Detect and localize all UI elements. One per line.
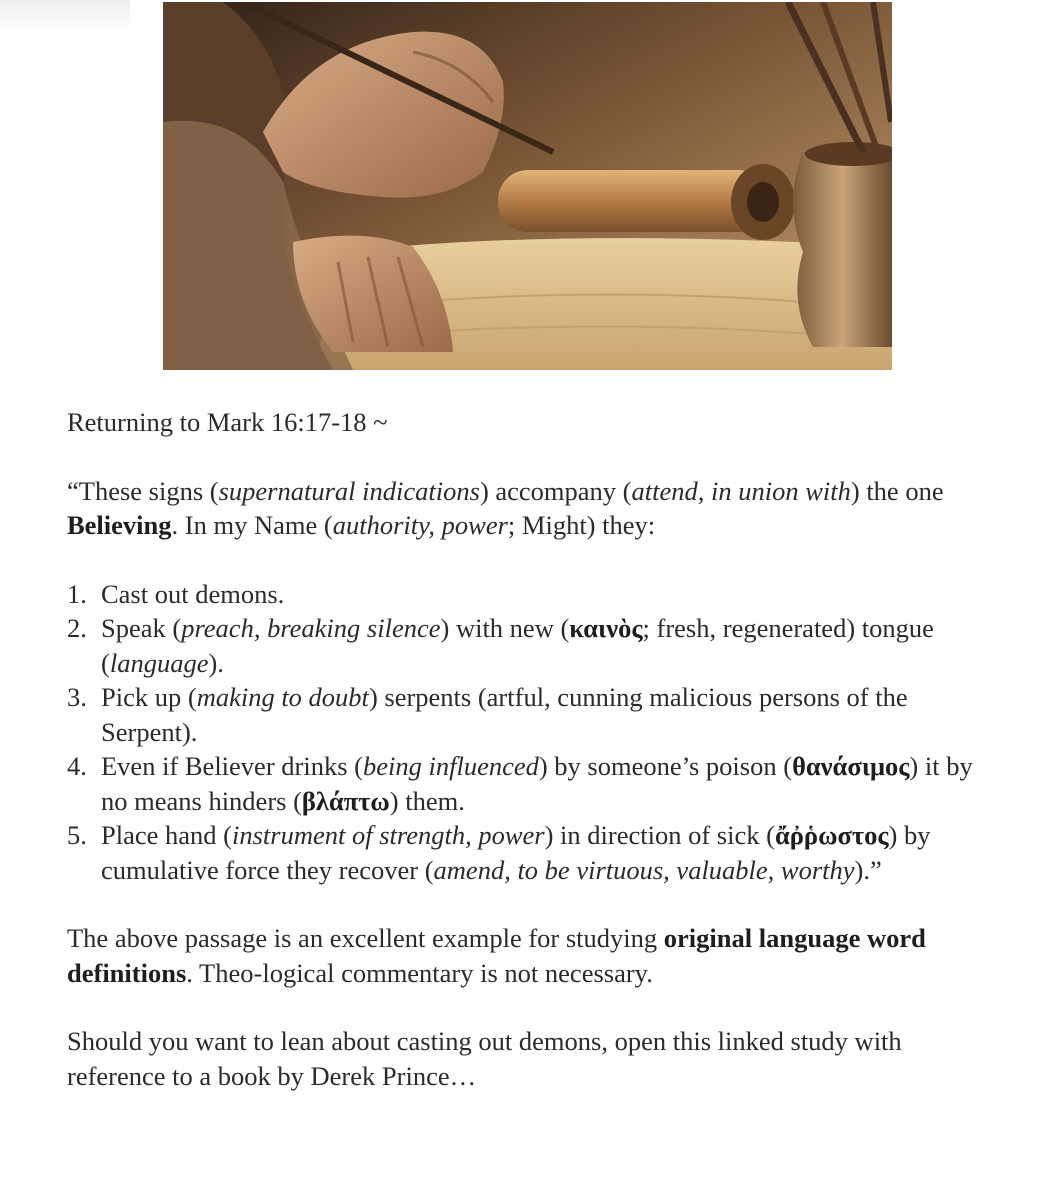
- list-item: 2. Speak (preach, breaking silence) with new (καινὸς; fresh, regenerated) tongue (language).: [67, 613, 934, 678]
- scroll-writing-illustration: [163, 2, 892, 370]
- commentary-paragraph: The above passage is an excellent example for studying original language word definitions. Theo-logical commentary is not necessary.: [67, 923, 926, 988]
- closing-paragraph: Should you want to lean about casting out demons, open this linked study with reference to a book by Derek Prince…: [67, 1026, 902, 1091]
- list-item: 1. Cast out demons.: [67, 578, 285, 609]
- intro-line: Returning to Mark 16:17-18 ~: [67, 407, 388, 437]
- signs-list: [67, 577, 997, 888]
- quote-paragraph: “These signs (supernatural indications) accompany (attend, in union with) the one Believing. In my Name (authority, power; Might) they:: [67, 475, 944, 540]
- article-body: [67, 405, 997, 1093]
- list-item: 3. Pick up (making to doubt) serpents (artful, cunning malicious persons of the Serpent).: [67, 682, 908, 747]
- list-item: 4. Even if Believer drinks (being influenced) by someone’s poison (θανάσιμος) it by no means hinders (βλάπτω) them.: [67, 751, 973, 816]
- top-shadow: [0, 0, 130, 30]
- list-item: 5. Place hand (instrument of strength, power) in direction of sick (ἄῤῥωστος) by cumulative force they recover (amend, to be virtuous, valuable, worthy).”: [67, 820, 931, 885]
